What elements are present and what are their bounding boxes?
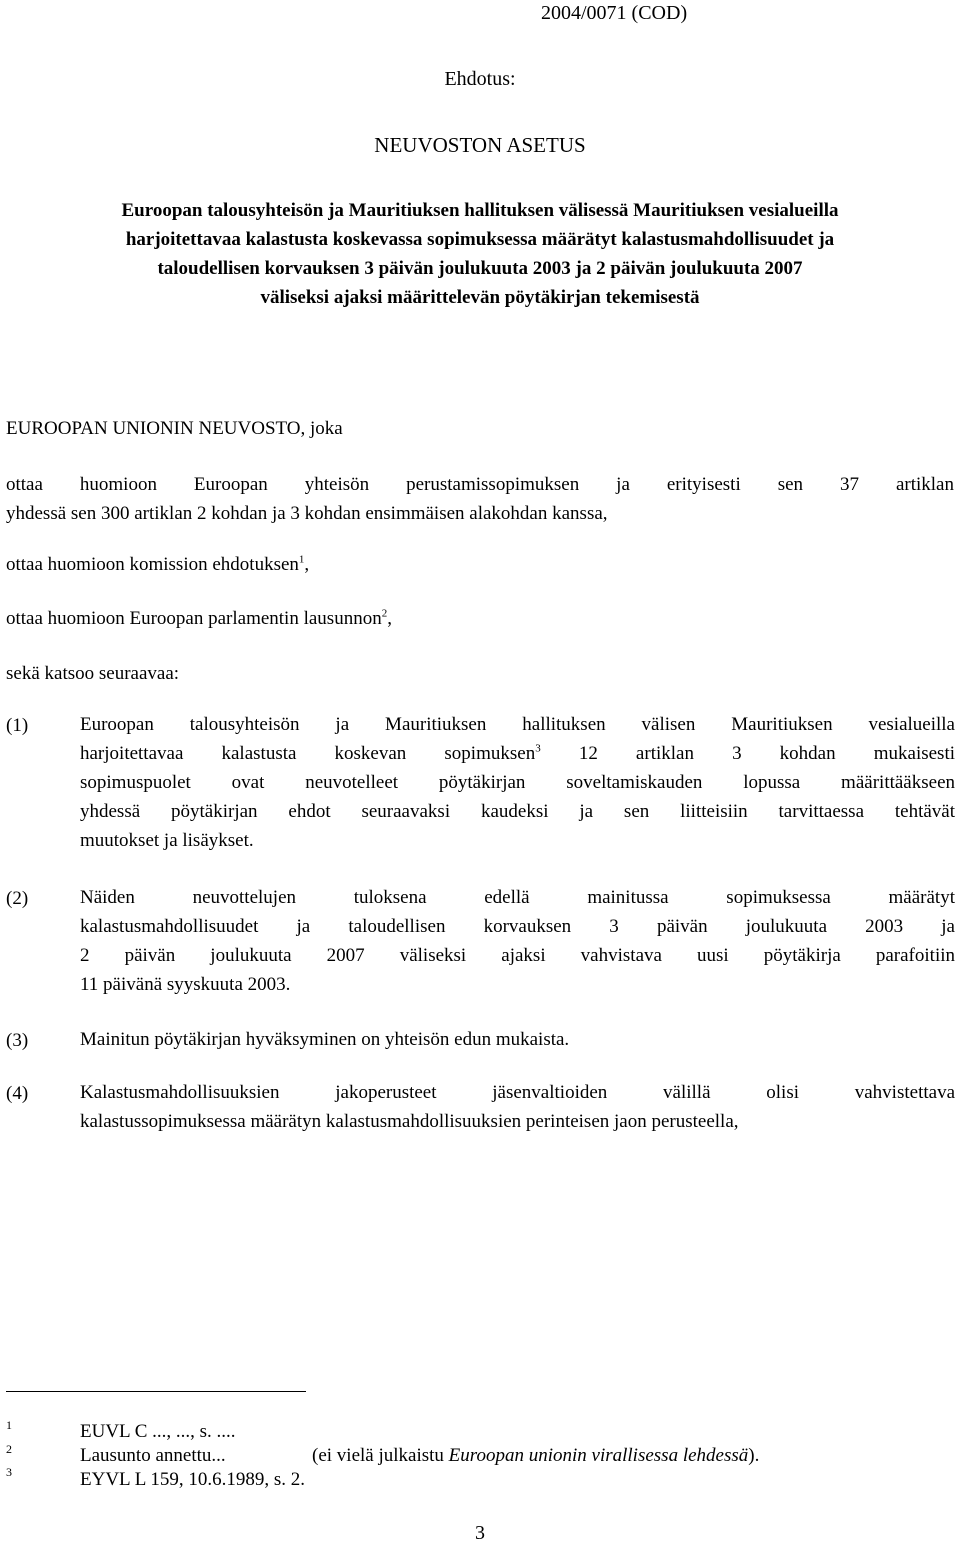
footnote-number: 3 (6, 1465, 12, 1479)
council-intro: EUROOPAN UNIONIN NEUVOSTO, joka (6, 418, 343, 439)
footnote-text: Lausunto annettu... (80, 1445, 226, 1466)
subject-line-3: taloudellisen korvauksen 3 päivän joulukuuta 2003 ja 2 päivän joulukuuta 2007 (157, 258, 803, 279)
footnote-ref-3: 3 (535, 742, 541, 755)
footnote-number: 2 (6, 1442, 12, 1456)
recital-parliament-tail: , (387, 608, 392, 629)
item-line: 2 päivän joulukuuta 2007 väliseksi ajaksi vahvistava uusi pöytäkirja parafoitiin (80, 945, 955, 966)
recital-commission-tail: , (304, 554, 310, 575)
item-line: Mainitun pöytäkirjan hyväksyminen on yhteisön edun mukaista. (80, 1029, 570, 1050)
recital-parliament (6, 608, 392, 630)
footnote-number: 1 (6, 1418, 12, 1432)
proposal-label: Ehdotus: (444, 68, 516, 90)
item-line-text: harjoitettavaa kalastusta koskevan sopimuksen (80, 743, 536, 764)
regulation-title: NEUVOSTON ASETUS (374, 133, 586, 157)
footnote-note-prefix: (ei vielä julkaistu (312, 1445, 449, 1466)
journal-name: Euroopan unionin virallisessa lehdessä (448, 1445, 749, 1466)
subject-line-2: harjoitettavaa kalastusta koskevassa sopimuksessa määrätyt kalastusmahdollisuudet ja (125, 229, 835, 250)
document-reference: 2004/0071 (COD) (541, 2, 688, 24)
footnote-separator (6, 1391, 306, 1392)
recital-commission (6, 554, 309, 576)
item-line: muutokset ja lisäykset. (80, 830, 254, 851)
footnote-note-suffix: ). (748, 1445, 760, 1466)
item-body (80, 1025, 955, 1054)
item-body (80, 1078, 955, 1136)
item-line-tail: 12 artiklan 3 kohdan mukaisesti (540, 743, 956, 764)
footnote-text: EUVL C ..., ..., s. .... (80, 1421, 236, 1442)
recital-commission-text: ottaa huomioon komission ehdotuksen (6, 554, 299, 575)
item-body (80, 883, 955, 999)
item-number: (4) (6, 1083, 29, 1104)
page-number: 3 (475, 1522, 485, 1544)
subject-line-1: Euroopan talousyhteisön ja Mauritiuksen hallituksen välisessä Mauritiuksen vesialueilla (121, 200, 839, 221)
item-number: (1) (6, 715, 29, 736)
item-line (80, 739, 955, 768)
item-line: kalastussopimuksessa määrätyn kalastusmahdollisuuksien perinteisen jaon perusteella, (80, 1111, 739, 1132)
item-line: kalastusmahdollisuudet ja taloudellisen korvauksen 3 päivän joulukuuta 2003 ja (80, 916, 955, 937)
item-number: (2) (6, 888, 29, 909)
item-line: Euroopan talousyhteisön ja Mauritiuksen hallituksen välisen Mauritiuksen vesialueilla (80, 714, 955, 735)
footnote-publication-note (312, 1445, 759, 1467)
recital-treaty-line-2: yhdessä sen 300 artiklan 2 kohdan ja 3 kohdan ensimmäisen alakohdan kanssa, (6, 503, 608, 524)
item-line: yhdessä pöytäkirjan ehdot seuraavaksi kaudeksi ja sen liitteisiin tarvittaessa tehtävät (80, 801, 955, 822)
item-line: Kalastusmahdollisuuksien jakoperusteet jäsenvaltioiden välillä olisi vahvistettava (80, 1082, 955, 1103)
recital-treaty (6, 470, 954, 528)
item-line: sopimuspuolet ovat neuvotelleet pöytäkirjan soveltamiskauden lopussa määrittääkseen (80, 772, 955, 793)
footnote-ref-2: 2 (381, 607, 388, 620)
whereas-intro: sekä katsoo seuraavaa: (6, 663, 180, 684)
recital-treaty-line-1: ottaa huomioon Euroopan yhteisön perustamissopimuksen ja erityisesti sen 37 artiklan (6, 474, 954, 495)
footnote-ref-1: 1 (298, 553, 305, 566)
footnote-text: EYVL L 159, 10.6.1989, s. 2. (80, 1469, 305, 1490)
item-number: (3) (6, 1030, 29, 1051)
subject-line-4: väliseksi ajaksi määrittelevän pöytäkirjan tekemisestä (260, 287, 700, 308)
recital-parliament-text: ottaa huomioon Euroopan parlamentin lausunnon (6, 608, 382, 629)
item-line: 11 päivänä syyskuuta 2003. (80, 974, 291, 995)
item-body (80, 710, 955, 855)
item-line: Näiden neuvottelujen tuloksena edellä mainitussa sopimuksessa määrätyt (80, 887, 955, 908)
